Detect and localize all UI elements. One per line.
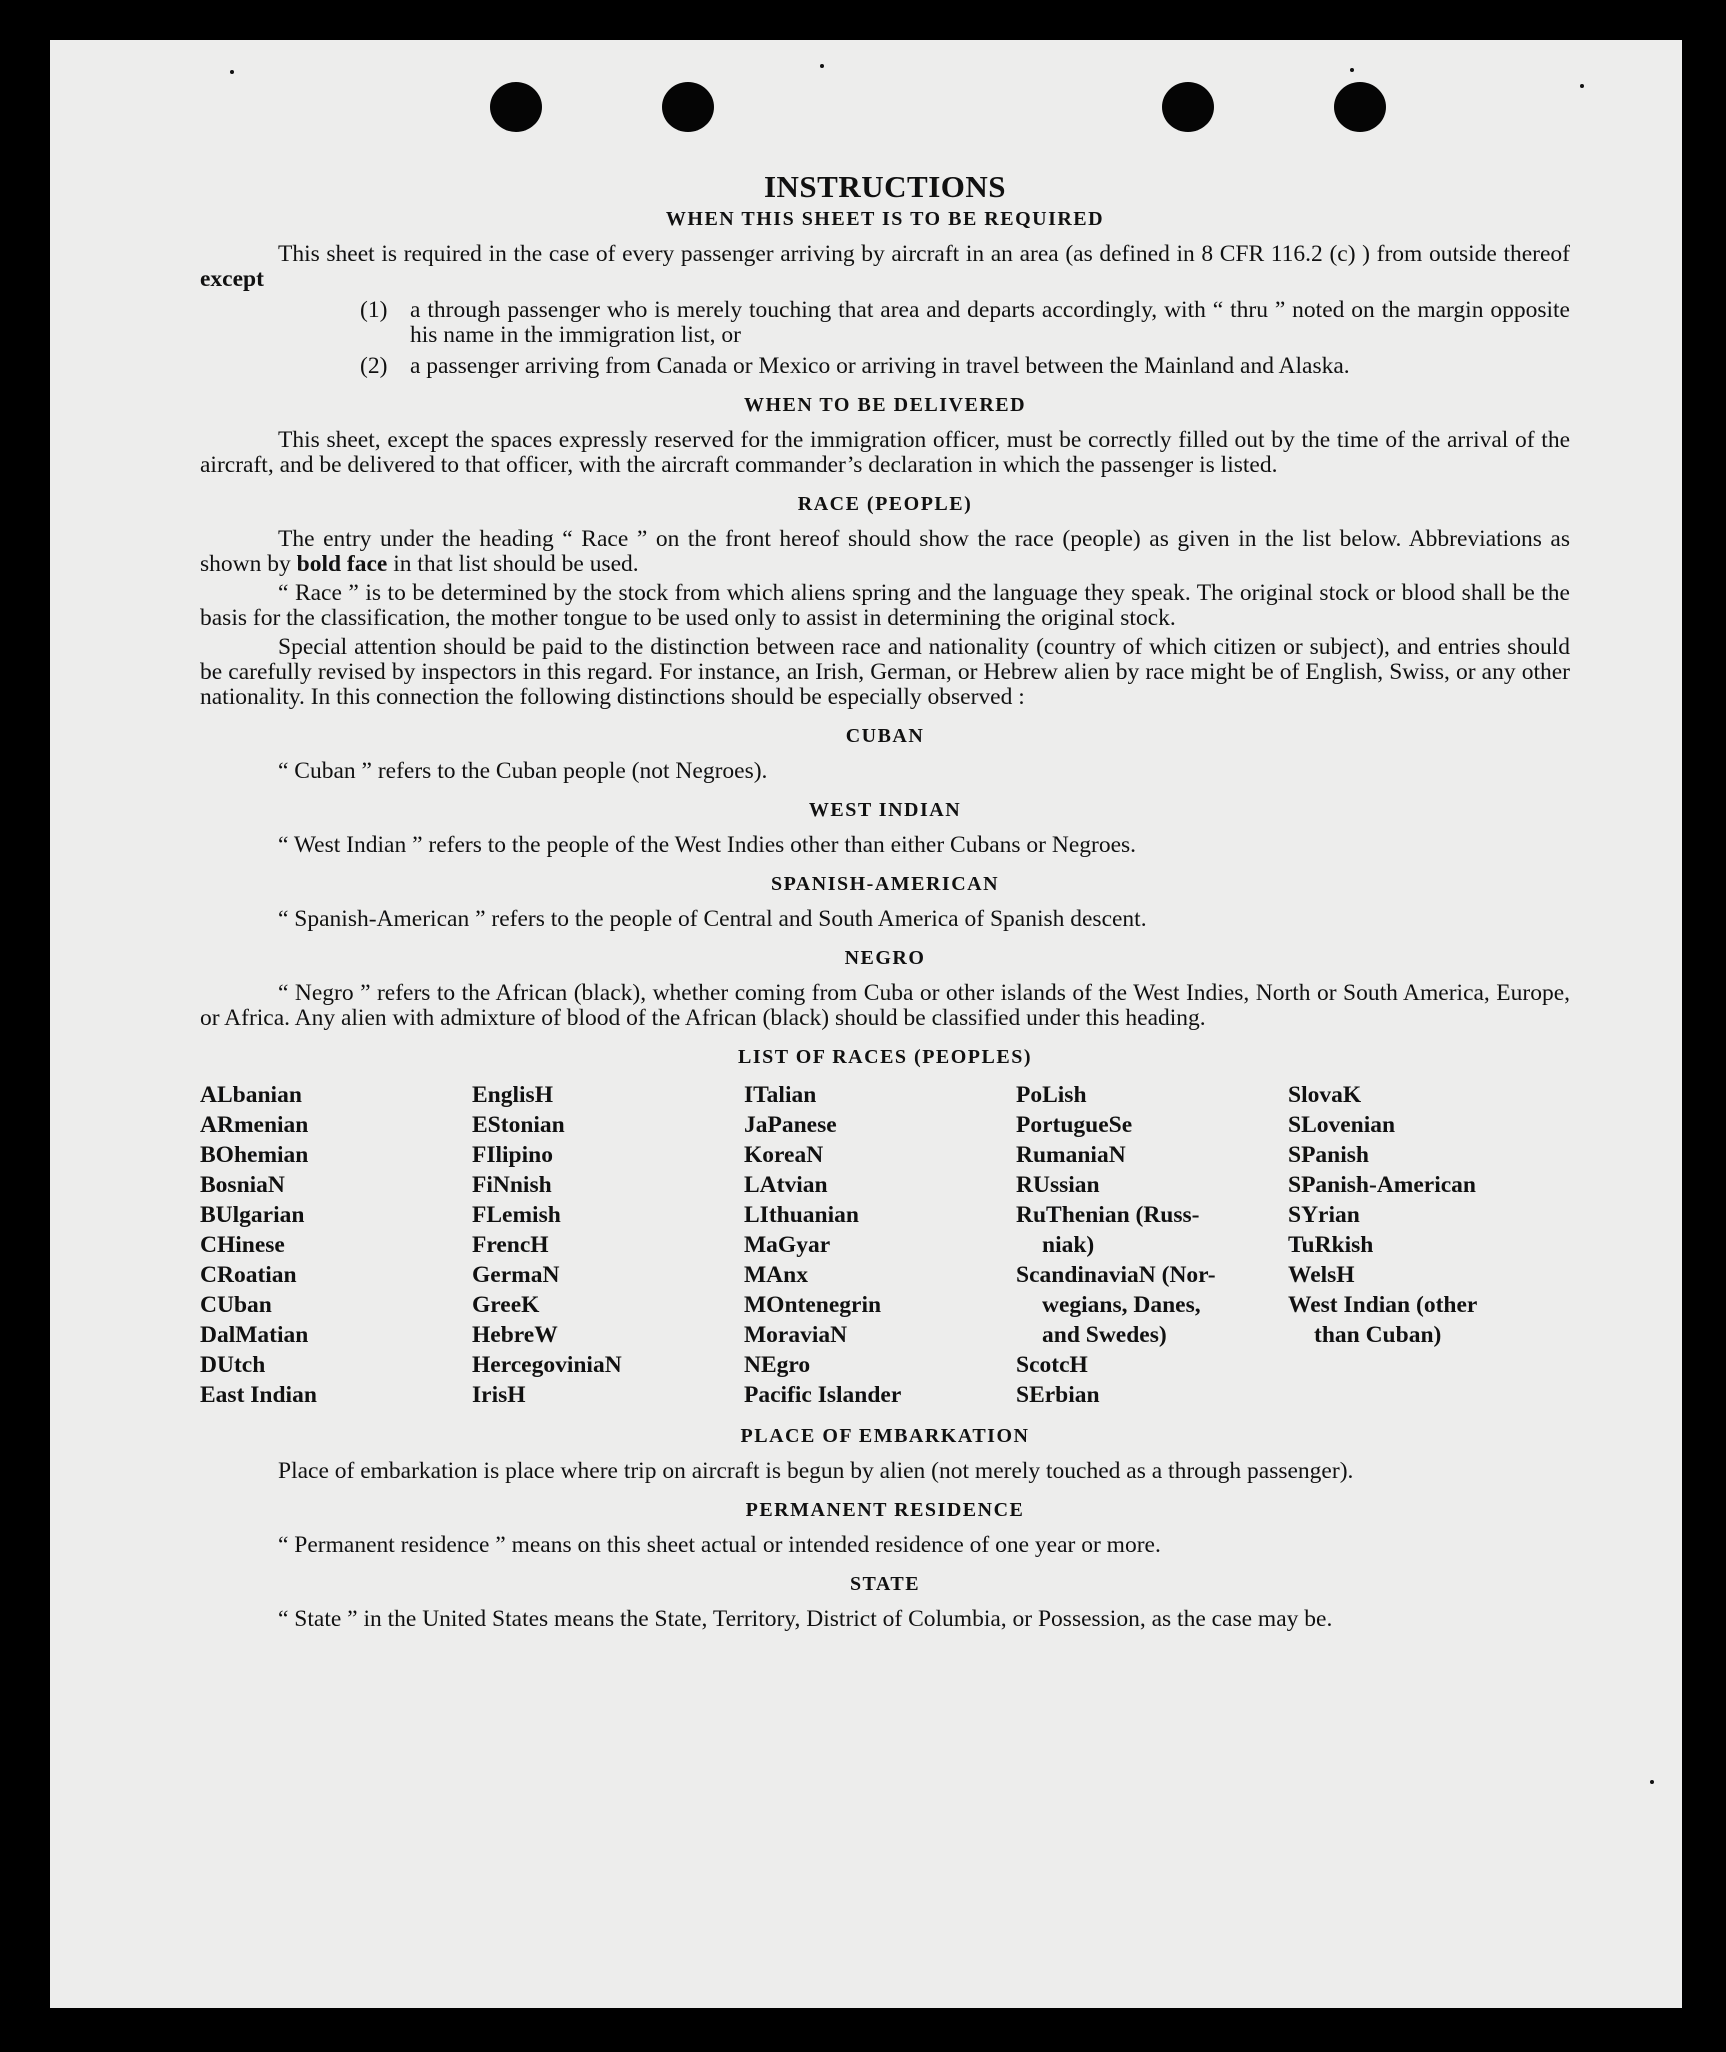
race-entry: HebreW (472, 1322, 558, 1348)
heading-state: STATE (849, 1573, 921, 1595)
page-title: INSTRUCTIONS (763, 169, 1006, 204)
race-entry: LIthuanian (744, 1202, 859, 1228)
race-entry: BUlgarian (200, 1202, 305, 1228)
race-entry: MaGyar (744, 1232, 831, 1258)
race-entry: ScotcH (1016, 1352, 1088, 1378)
race-entry-continued: than Cuban) (1314, 1322, 1442, 1348)
race-entry: FrencH (472, 1232, 549, 1258)
race-entry-continued: and Swedes) (1042, 1322, 1167, 1348)
punch-hole (662, 82, 714, 132)
heading-cuban: CUBAN (845, 725, 925, 747)
race-entry: BosniaN (200, 1172, 285, 1198)
race-entry: IrisH (472, 1382, 526, 1408)
race-entry: PortugueSe (1016, 1112, 1133, 1138)
race-p1-tail: in that list should be used. (387, 551, 639, 577)
race-entry: KoreaN (744, 1142, 824, 1168)
race-entry: SPanish (1288, 1142, 1369, 1168)
race-entry: NEgro (744, 1352, 811, 1378)
races-column-1 (200, 1080, 472, 1410)
race-entry: CRoatian (200, 1262, 297, 1288)
races-column-5 (1288, 1080, 1560, 1410)
race-entry: SPanish-American (1288, 1172, 1476, 1198)
race-paragraph-3: Special attention should be paid to the distinction between race and nationality (country of which citizen or subject), and entries should be carefully revised by inspectors in this regard. For instance, an Irish, German, or Hebrew alien by race might be of English, Swiss, or any other nationality. In this connection the following distinctions should be especially observed : (200, 634, 1570, 710)
race-entry: MOntenegrin (744, 1292, 882, 1318)
race-entry: ALbanian (200, 1082, 302, 1108)
heading-when-required: WHEN THIS SHEET IS TO BE REQUIRED (665, 208, 1105, 230)
race-entry: TuRkish (1288, 1232, 1374, 1258)
race-entry: JaPanese (744, 1112, 837, 1138)
races-list (200, 1080, 1570, 1410)
race-entry: SLovenian (1288, 1112, 1396, 1138)
heading-spanish-american: SPANISH-AMERICAN (770, 873, 1000, 895)
race-entry: WelsH (1288, 1262, 1355, 1288)
race-entry: FLemish (472, 1202, 561, 1228)
heading-permanent-residence: PERMANENT RESIDENCE (745, 1499, 1025, 1521)
heading-list-of-races: LIST OF RACES (PEOPLES) (737, 1046, 1032, 1068)
punch-hole (1334, 82, 1386, 132)
document-page (50, 40, 1682, 2008)
race-entry: SErbian (1016, 1382, 1100, 1408)
races-column-4 (1016, 1080, 1288, 1410)
race-p1-bold: bold face (296, 551, 388, 577)
heading-race: RACE (PEOPLE) (797, 493, 973, 515)
speck (820, 64, 824, 68)
race-entry: GreeK (472, 1292, 540, 1318)
required-intro-except: except (200, 266, 264, 292)
item-number: (2) (360, 353, 388, 379)
item-text: a through passenger who is merely touching that area and departs accordingly, with “ thru ” noted on the margin opposite his name in the immigration list, or (410, 297, 1570, 348)
race-entry: GermaN (472, 1262, 560, 1288)
punch-hole (1162, 82, 1214, 132)
required-intro (200, 242, 1570, 292)
instructions-body (200, 169, 1570, 1636)
speck (230, 70, 234, 74)
state-text: “ State ” in the United States means the State, Territory, District of Columbia, or Possession, as the case may be. (278, 1606, 1333, 1632)
race-entry-continued: wegians, Danes, (1042, 1292, 1201, 1318)
race-entry: EnglisH (472, 1082, 553, 1108)
race-entry: DUtch (200, 1352, 266, 1378)
race-entry: ITalian (744, 1082, 817, 1108)
race-entry: DalMatian (200, 1322, 309, 1348)
race-entry: East Indian (200, 1382, 317, 1408)
race-entry: ARmenian (200, 1112, 309, 1138)
race-p1-text: The entry under the heading “ Race ” on the front hereof should show the race (people) as given in the list below. Abbreviations as shown by (200, 526, 1570, 577)
race-entry: SlovaK (1288, 1082, 1362, 1108)
race-entry: RuThenian (Russ- (1016, 1202, 1200, 1228)
delivered-text: This sheet, except the spaces expressly reserved for the immigration officer, must be correctly filled out by the time of the arrival of the aircraft, and be delivered to that officer, with the aircraft commander’s declaration in which the passenger is listed. (200, 427, 1570, 478)
race-entry: RUssian (1016, 1172, 1100, 1198)
embarkation-text: Place of embarkation is place where trip on aircraft is begun by alien (not merely touched as a through passenger). (278, 1458, 1354, 1484)
race-entry: MoraviaN (744, 1322, 848, 1348)
exception-item-1 (360, 298, 1570, 348)
exception-item-2 (360, 354, 1570, 379)
race-entry-continued: niak) (1042, 1232, 1095, 1258)
race-entry: ScandinaviaN (Nor- (1016, 1262, 1216, 1288)
required-intro-text: This sheet is required in the case of every passenger arriving by aircraft in an area (as defined in 8 CFR 116.2 (c) ) from outside thereof (278, 241, 1570, 267)
races-column-2 (472, 1080, 744, 1410)
cuban-text: “ Cuban ” refers to the Cuban people (not Negroes). (278, 758, 768, 784)
race-entry: LAtvian (744, 1172, 828, 1198)
heading-place-of-embarkation: PLACE OF EMBARKATION (740, 1425, 1030, 1447)
race-entry: FIlipino (472, 1142, 553, 1168)
heading-when-delivered: WHEN TO BE DELIVERED (743, 394, 1027, 416)
races-column-3 (744, 1080, 1016, 1410)
speck (1350, 68, 1354, 72)
race-entry: CHinese (200, 1232, 285, 1258)
item-number: (1) (360, 297, 388, 323)
race-entry: HercegoviniaN (472, 1352, 622, 1378)
race-entry: EStonian (472, 1112, 565, 1138)
race-entry: SYrian (1288, 1202, 1360, 1228)
punch-hole (490, 82, 542, 132)
residence-text: “ Permanent residence ” means on this sheet actual or intended residence of one year or more. (278, 1532, 1161, 1558)
heading-negro: NEGRO (844, 947, 926, 969)
race-entry: MAnx (744, 1262, 808, 1288)
race-paragraph-1 (200, 527, 1570, 577)
race-entry: BOhemian (200, 1142, 309, 1168)
race-entry: Pacific Islander (744, 1382, 902, 1408)
speck (1580, 84, 1584, 88)
race-entry: CUban (200, 1292, 272, 1318)
spanish-american-text: “ Spanish-American ” refers to the people of Central and South America of Spanish descent. (278, 906, 1147, 932)
west-indian-text: “ West Indian ” refers to the people of the West Indies other than either Cubans or Negroes. (278, 832, 1137, 858)
race-paragraph-2: “ Race ” is to be determined by the stock from which aliens spring and the language they speak. The original stock or blood shall be the basis for the classification, the mother tongue to be used only to assist in determining the original stock. (200, 580, 1570, 631)
race-entry: PoLish (1016, 1082, 1087, 1108)
heading-west-indian: WEST INDIAN (808, 799, 962, 821)
race-entry: RumaniaN (1016, 1142, 1126, 1168)
race-entry: West Indian (other (1288, 1292, 1478, 1318)
negro-text: “ Negro ” refers to the African (black), whether coming from Cuba or other islands of the West Indies, North or South America, Europe, or Africa. Any alien with admixture of blood of the African (black) should be classified under this heading. (200, 980, 1570, 1031)
race-entry: FiNnish (472, 1172, 552, 1198)
speck (1650, 1780, 1654, 1784)
item-text: a passenger arriving from Canada or Mexico or arriving in travel between the Mainland and Alaska. (410, 353, 1350, 379)
